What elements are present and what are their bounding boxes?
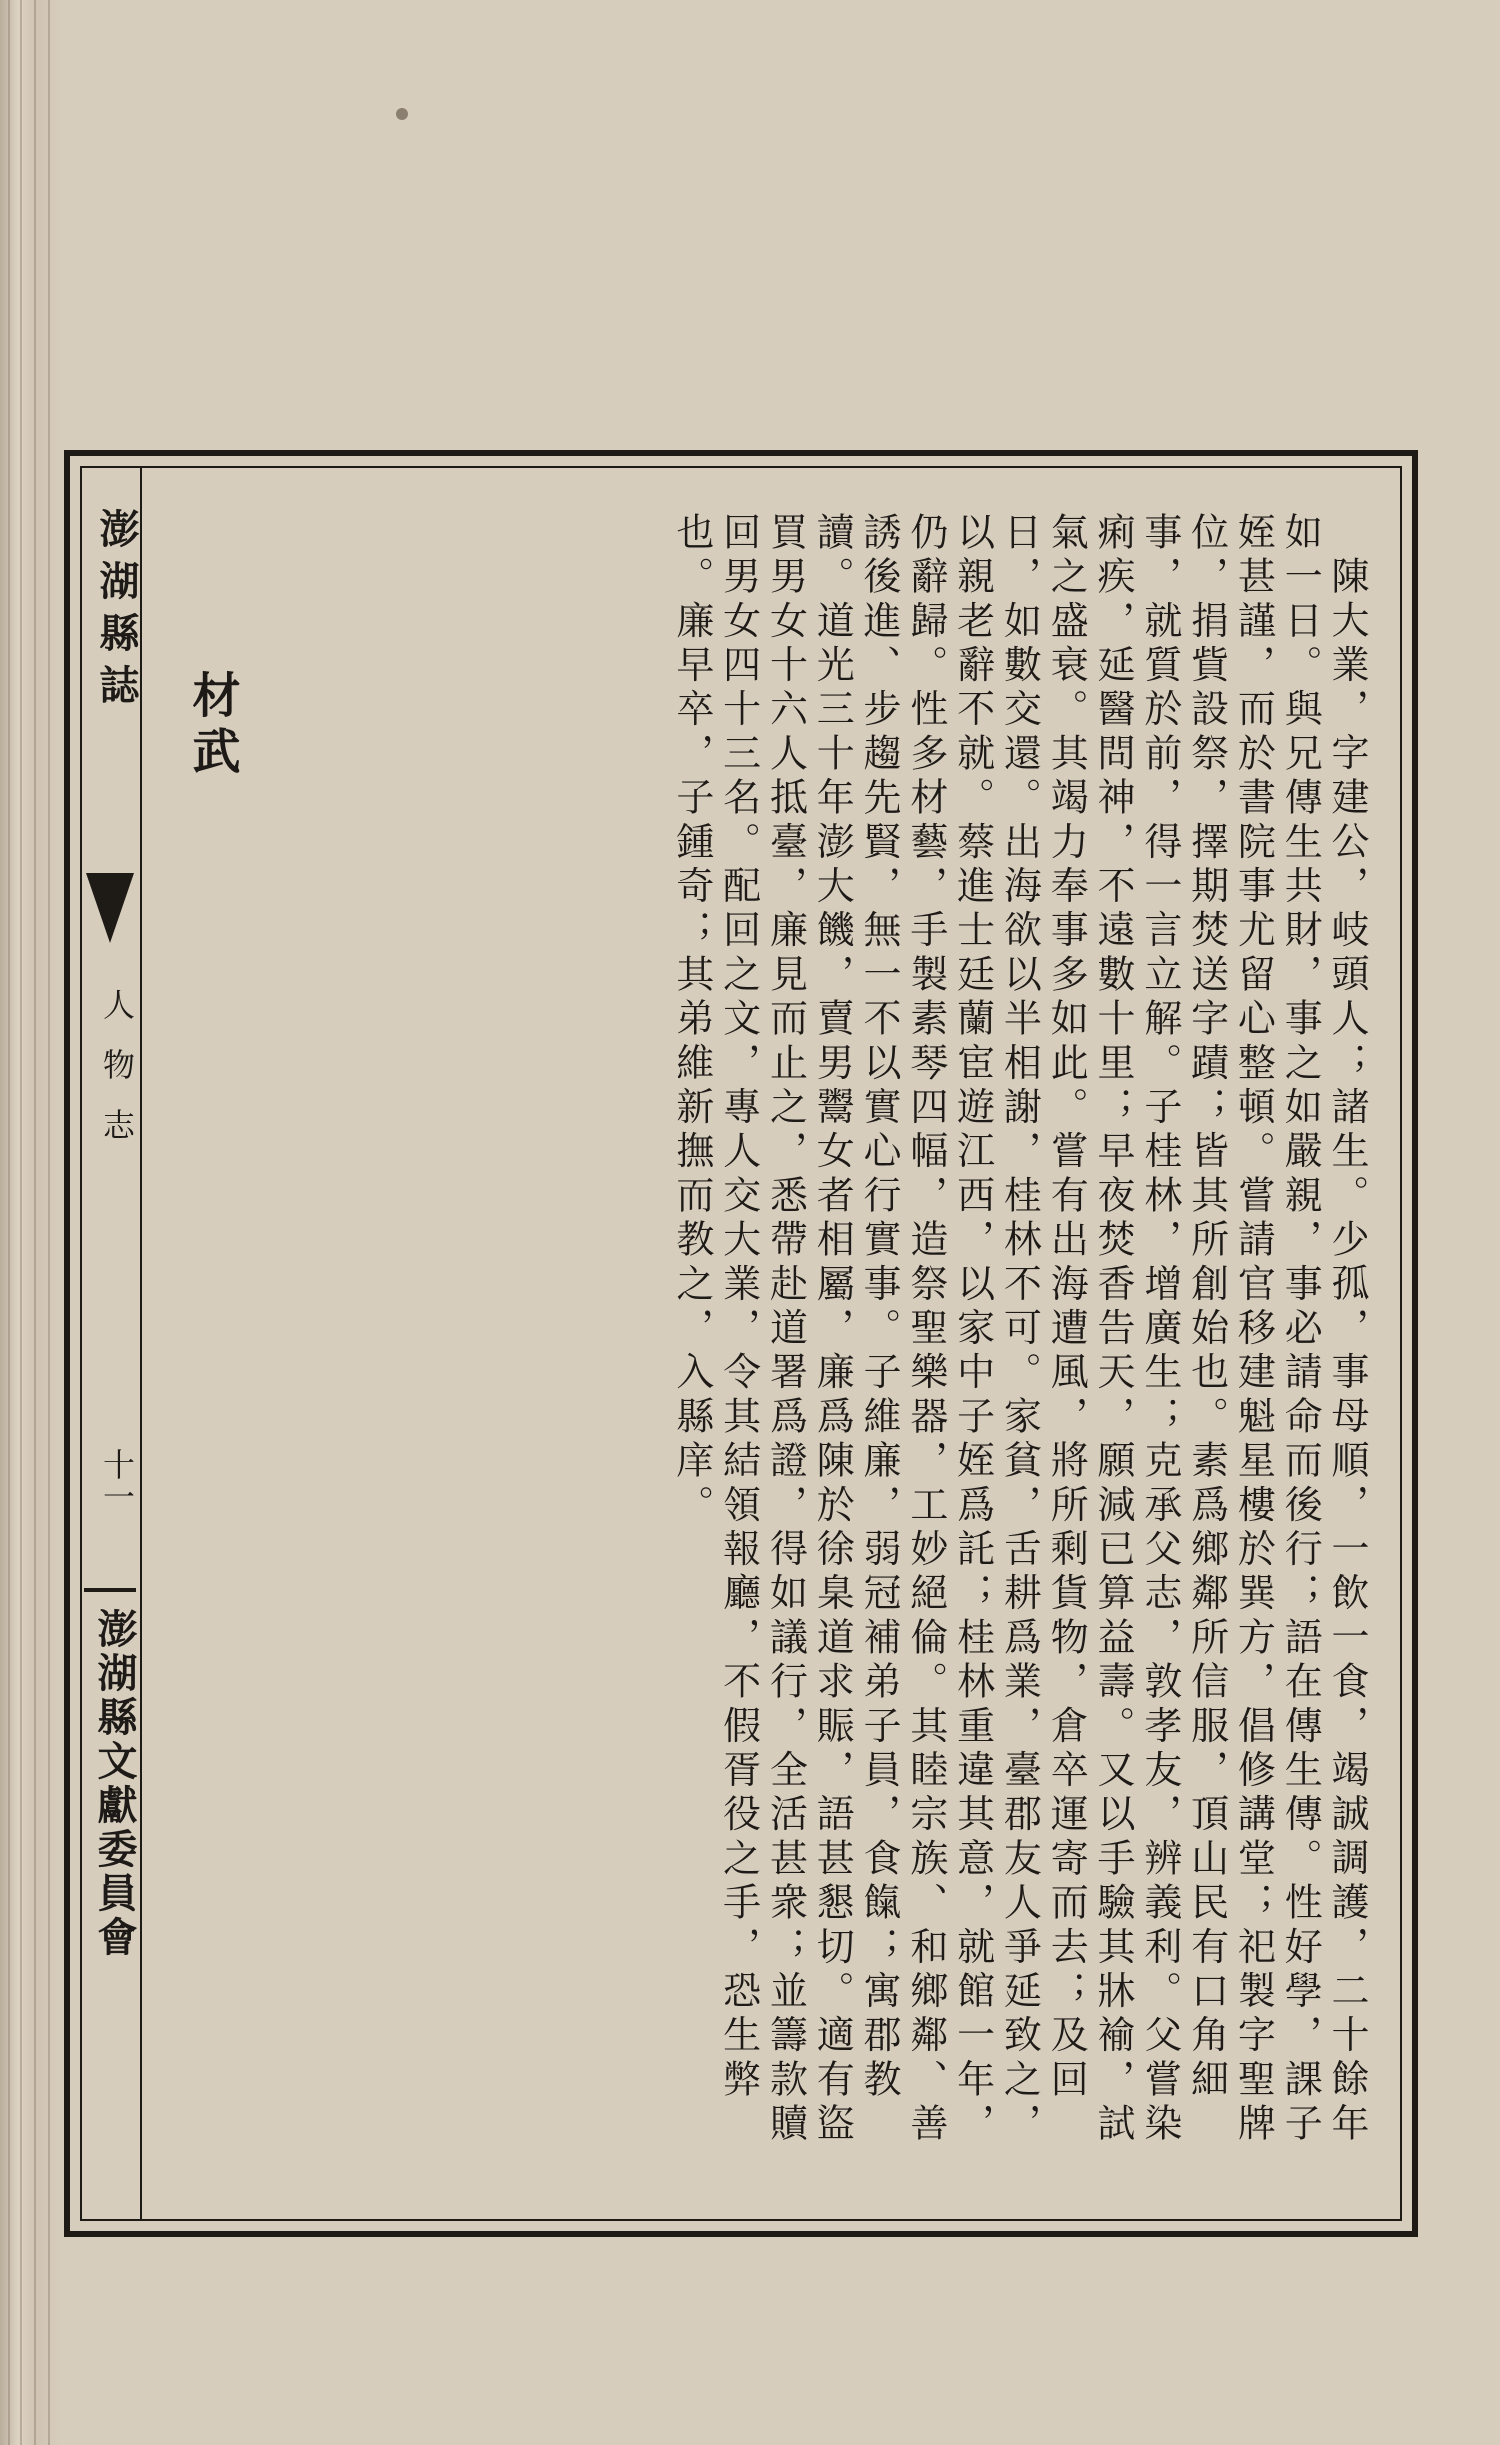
- body-text: [310, 512, 1370, 2180]
- page-number: 十一: [98, 1448, 136, 1512]
- chapter-title: 人物志: [98, 988, 136, 1168]
- center-margin-column: [80, 468, 142, 2219]
- fishtail-mark: [86, 873, 134, 943]
- section-label: 材武: [184, 670, 240, 782]
- publisher: 澎湖縣文獻委員會: [91, 1608, 137, 1960]
- book-title: 澎湖縣誌: [93, 508, 139, 716]
- fishtail-bar: [84, 1588, 136, 1592]
- paper-spot: [396, 108, 408, 120]
- body-paragraph: 陳大業，字建公，岐頭人；諸生。少孤，事母順，一飲一食，竭誠調護，二十餘年如一日。與兄傳生共財，事之如嚴親，事必請命而後行；語在傳生傳。性好學，課子姪甚謹，而於書院事尤留心整頓。嘗請官移建魁星樓於巽方，倡修講堂；祀製字聖牌位，捐貲設祭，擇期焚送字蹟；皆其所創始也。素爲鄉鄰所信服，頂山民有口角細事，就質於前，得一言立解。子桂林，增廣生；克承父志，敦孝友，辨義利。父嘗染痢疾，延醫問神，不遠數十里；早夜焚香告天，願減已算益壽。又以手驗其牀褕，試氣之盛衰。其竭力奉事多如此。嘗有出海遭風，將所剩貨物，倉卒運寄而去；及回日，如數交還。出海欲以半相謝，桂林不可。家貧，舌耕爲業，臺郡友人爭延致之，以親老辭不就。蔡進士廷蘭宦遊江西，以家中子姪爲託；桂林重違其意，就館一年，仍辭歸。性多材藝，手製素琴四幅，造祭聖樂器，工妙絕倫。其睦宗族、和鄉鄰、善誘後進、步趨先賢，無一不以實心行實事。子維廉，弱冠補弟子員，食餼；寓郡教讀。道光三十年澎大饑，賣男鬻女者相屬，廉爲陳於徐臬道求賑，語甚懇切。適有盜買男女十六人抵臺，廉見而止之，悉帶赴道署爲證，得如議行，全活甚衆；並籌款贖回男女四十三名。配回之文，專人交大業，令其結領報廳，不假胥役之手，恐生弊也。廉早卒，子鍾奇；其弟維新撫而教之，入縣庠。: [669, 512, 1369, 2148]
- page-edge: [0, 0, 60, 2445]
